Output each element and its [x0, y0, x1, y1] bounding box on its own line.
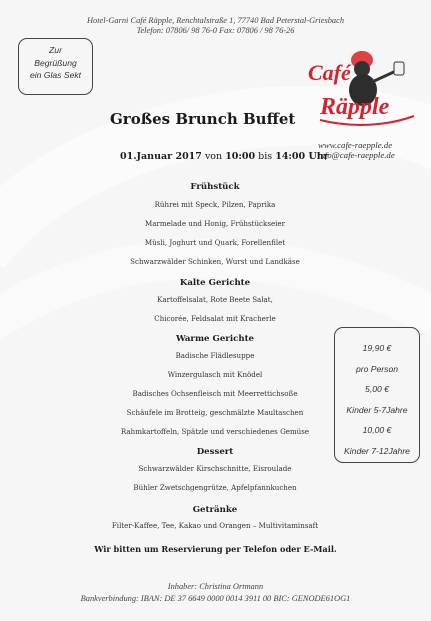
section-title-kalte: Kalte Gerichte — [179, 278, 251, 288]
menu-item: Bühler Zwetschgengrütze, Apfelpfannkuchen — [133, 483, 297, 492]
menu-item: Winzergulasch mit Knödel — [167, 370, 263, 379]
greeting-line: ein Glas Sekt — [29, 70, 82, 80]
price-child-large-label: Kinder 7-12Jahre — [344, 445, 410, 456]
contact-web — [318, 140, 395, 160]
greeting-line: Begrüßung — [34, 57, 77, 68]
menu-item: Schäufele im Brotteig, geschmälzte Maultaschen — [126, 408, 304, 417]
date-day: 01.Januar 2017 — [120, 151, 202, 162]
cafe-raepple-logo — [302, 42, 418, 132]
page-title: Großes Brunch Buffet — [110, 110, 296, 128]
menu-list — [80, 182, 350, 535]
website-url[interactable]: www.cafe-raepple.de — [318, 140, 393, 150]
price-adult-label: pro Person — [355, 363, 399, 374]
address-line: Hotel-Garni Café Räpple, Renchtalstraße 1, 77740 Bad Peterstal-Griesbach — [86, 16, 345, 25]
menu-item: Schwarzwälder Schinken, Wurst und Landkäse — [130, 257, 300, 266]
price-child-large: 10,00 € — [362, 425, 392, 435]
greeting-box — [18, 38, 93, 95]
menu-item: Filter-Kaffee, Tee, Kakao und Orangen – Multivitaminsaft — [111, 521, 319, 530]
price-adult: 19,90 € — [362, 343, 392, 353]
owner-line: Inhaber: Christina Ortmann — [167, 582, 264, 591]
date-bis: bis — [258, 151, 273, 162]
menu-item: Badisches Ochsenfleisch mit Meerrettichsoße — [132, 389, 298, 398]
bank-line: Bankverbindung: IBAN: DE 37 6649 0000 0014 3911 00 BIC: GENODE61OG1 — [80, 594, 351, 603]
footer — [0, 581, 431, 605]
email-address[interactable]: info@cafe-raepple.de — [318, 150, 395, 160]
reservation-note: Wir bitten um Reservierung per Telefon oder E-Mail. — [94, 544, 337, 554]
event-date — [120, 151, 329, 162]
greeting-line: Zur — [49, 45, 62, 55]
date-von: von — [204, 151, 223, 162]
menu-item: Kartoffelsalat, Rote Beete Salat, — [157, 295, 273, 304]
section-title-getraenke: Getränke — [192, 505, 238, 515]
menu-item: Marmelade und Honig, Frühstückseier — [144, 219, 286, 228]
menu-item: Chicorée, Feldsalat mit Kracherle — [154, 314, 276, 323]
section-title-dessert: Dessert — [196, 447, 234, 457]
logo-text-cafe: Café — [308, 60, 351, 85]
price-child-small: 5,00 € — [365, 384, 389, 394]
price-child-small-label: Kinder 5-7Jahre — [346, 404, 408, 415]
cup-icon — [394, 62, 404, 75]
menu-item: Schwarzwälder Kirschschnitte, Eisroulade — [138, 464, 292, 473]
price-box — [334, 327, 420, 463]
section-title-fruehstueck: Frühstück — [190, 182, 240, 192]
menu-item: Müsli, Joghurt und Quark, Forellenfilet — [144, 238, 286, 247]
hotel-address — [0, 16, 431, 36]
logo-text-raepple: Räpple — [320, 94, 390, 120]
menu-item: Rahmkartoffeln, Spätzle und verschiedenes Gemüse — [120, 427, 310, 436]
menu-item: Badische Flädlesuppe — [175, 351, 255, 360]
date-end: 14:00 Uhr — [275, 151, 329, 162]
menu-item: Rührei mit Speck, Pilzen, Paprika — [154, 200, 276, 209]
section-title-warme: Warme Gerichte — [175, 334, 255, 344]
date-start: 10:00 — [225, 151, 256, 162]
phone-line: Telefon: 07806/ 98 76-0 Fax: 07806 / 98 76-26 — [136, 26, 295, 35]
